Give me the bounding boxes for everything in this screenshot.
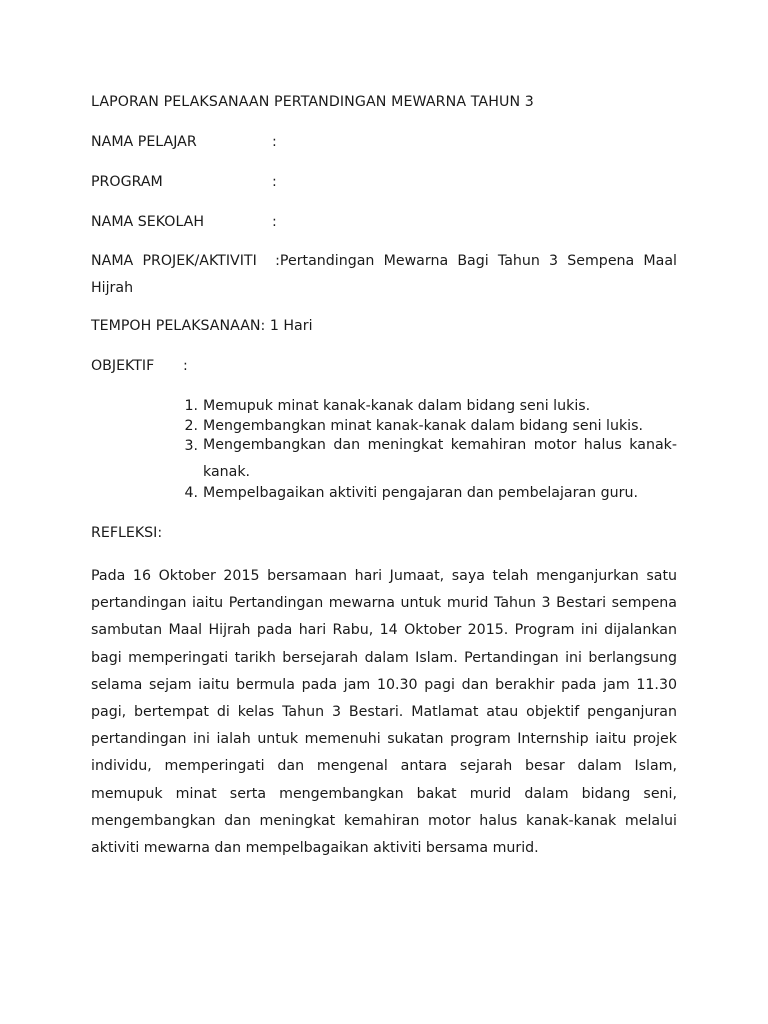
list-item — [91, 483, 677, 503]
field-colon: : — [272, 134, 277, 150]
field-label-objektif: OBJEKTIF — [91, 358, 155, 374]
field-program — [91, 172, 677, 192]
objektif-list — [91, 396, 677, 503]
list-item-text: Mengembangkan minat kanak-kanak dalam bidang seni lukis. — [203, 418, 644, 434]
list-item-text: Mengembangkan dan meningkat kemahiran motor halus kanak-kanak. — [203, 437, 677, 480]
refleksi-paragraph: Pada 16 Oktober 2015 bersamaan hari Jumaat, saya telah menganjurkan satu pertandingan iaitu Pertandingan mewarna untuk murid Tahun 3 Bestari sempena sambutan Maal Hijrah pada hari Rabu, 14 Oktober 2015. Program ini dijalankan bagi memperingati tarikh bersejarah dalam Islam. Pertandingan ini berlangsung selama sejam iaitu bermula pada jam 10.30 pagi dan berakhir pada jam 11.30 pagi, bertempat di kelas Tahun 3 Bestari. Matlamat atau objektif penganjuran pertandingan ini ialah untuk memenuhi sukatan program Internship iaitu projek individu, memperingati dan mengenal antara sejarah besar dalam Islam, memupuk minat serta mengembangkan bakat murid dalam bidang seni, mengembangkan dan meningkat kemahiran motor halus kanak-kanak melalui aktiviti mewarna dan mempelbagaikan aktiviti bersama murid. — [91, 568, 677, 857]
list-item — [91, 436, 677, 483]
field-label-tempoh: TEMPOH PELAKSANAAN: — [91, 318, 266, 334]
list-item-number: 3. — [184, 438, 198, 454]
field-value-nama-projek: Pertandingan Mewarna Bagi Tahun 3 Sempena Maal Hijrah — [91, 253, 677, 296]
field-value-tempoh: 1 Hari — [269, 318, 313, 334]
field-tempoh — [91, 316, 677, 336]
field-colon: : — [275, 253, 280, 269]
field-nama-projek — [91, 248, 677, 302]
field-colon: : — [183, 358, 188, 374]
list-item-number: 4. — [184, 485, 198, 501]
list-item — [91, 396, 677, 416]
field-label-nama-sekolah: NAMA SEKOLAH — [91, 214, 205, 230]
refleksi-heading: REFLEKSI: — [91, 525, 163, 541]
field-colon: : — [272, 174, 277, 190]
field-label-program: PROGRAM — [91, 174, 163, 190]
list-item-number: 1. — [184, 398, 198, 414]
field-label-nama-projek: NAMA PROJEK/AKTIVITI — [91, 253, 257, 269]
list-item-number: 2. — [184, 418, 198, 434]
list-item-text: Mempelbagaikan aktiviti pengajaran dan pembelajaran guru. — [203, 485, 638, 501]
document-page — [91, 92, 677, 862]
field-colon: : — [272, 214, 277, 230]
field-nama-sekolah — [91, 212, 677, 232]
field-objektif — [91, 356, 677, 376]
field-label-nama-pelajar: NAMA PELAJAR — [91, 134, 197, 150]
field-nama-pelajar — [91, 132, 677, 152]
list-item-text: Memupuk minat kanak-kanak dalam bidang seni lukis. — [203, 398, 591, 414]
document-title: LAPORAN PELAKSANAAN PERTANDINGAN MEWARNA TAHUN 3 — [91, 94, 534, 110]
